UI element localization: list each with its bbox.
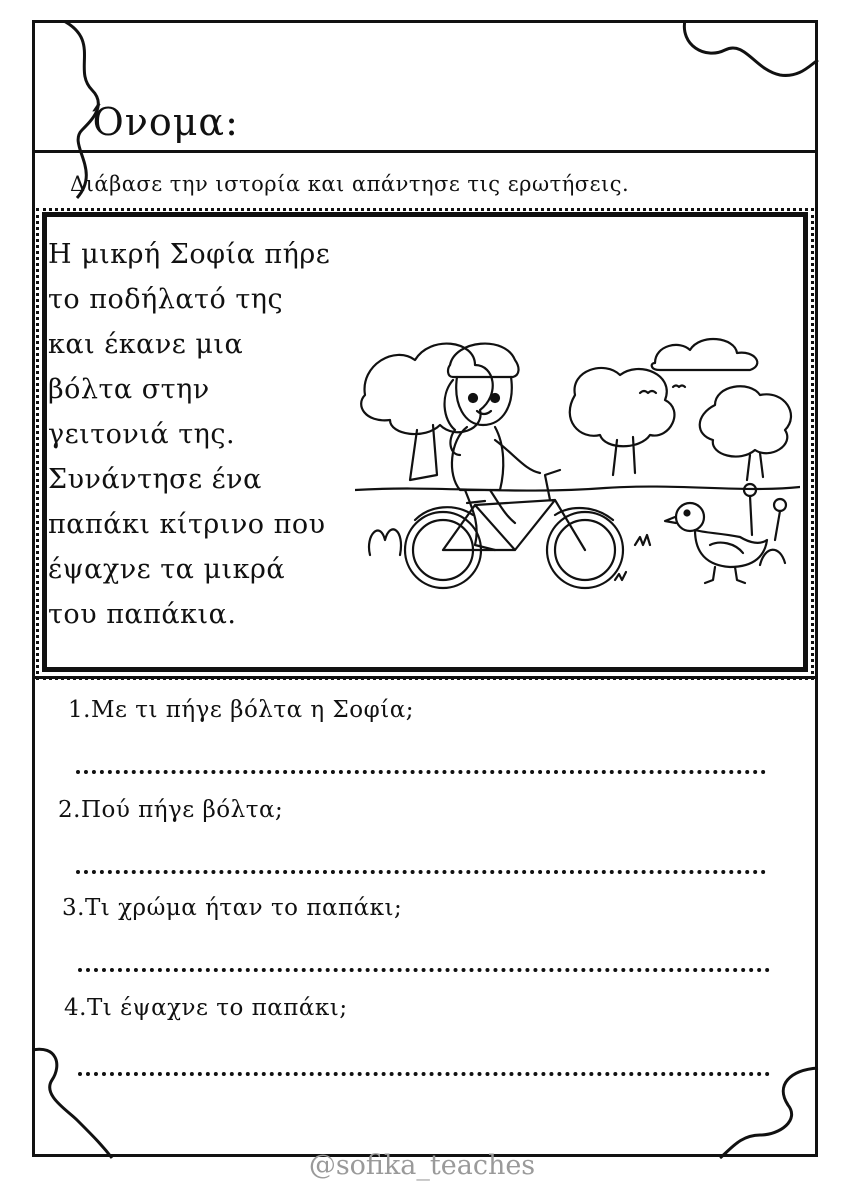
story-line: και έκανε μια — [48, 329, 244, 360]
watermark: @sofika_teaches — [308, 1150, 536, 1181]
story-line: παπάκι κίτρινο που — [48, 509, 326, 540]
story-divider — [32, 676, 818, 679]
story-line: το ποδήλατό της — [48, 284, 284, 315]
story-line: γειτονιά της. — [48, 419, 236, 450]
story-line: Συνάντησε ένα — [48, 464, 262, 495]
story-line: Η μικρή Σοφία πήρε — [48, 239, 331, 270]
instruction-text: Διάβασε την ιστορία και απάντησε τις ερωτήσεις. — [70, 172, 630, 196]
header-divider — [32, 150, 818, 153]
story-line: βόλτα στην — [48, 374, 210, 405]
answer-line-1[interactable] — [76, 770, 766, 774]
answer-line-3[interactable] — [78, 968, 770, 972]
top-right-corner-ornament — [680, 20, 820, 100]
bottom-left-corner-ornament — [32, 1040, 152, 1160]
answer-line-4[interactable] — [78, 1072, 770, 1076]
question-2: 2.Πού πήγε βόλτα; — [58, 797, 284, 823]
name-label: Όνομα: — [92, 100, 239, 144]
story-text — [48, 232, 388, 637]
story-line: του παπάκια. — [48, 599, 237, 630]
question-1: 1.Με τι πήγε βόλτα η Σοφία; — [68, 697, 415, 723]
question-4: 4.Τι έψαχνε το παπάκι; — [64, 995, 348, 1021]
girl-on-bicycle-illustration — [355, 305, 800, 595]
question-3: 3.Τι χρώμα ήταν το παπάκι; — [62, 895, 403, 921]
answer-line-2[interactable] — [76, 870, 766, 874]
story-line: έψαχνε τα μικρά — [48, 554, 286, 585]
